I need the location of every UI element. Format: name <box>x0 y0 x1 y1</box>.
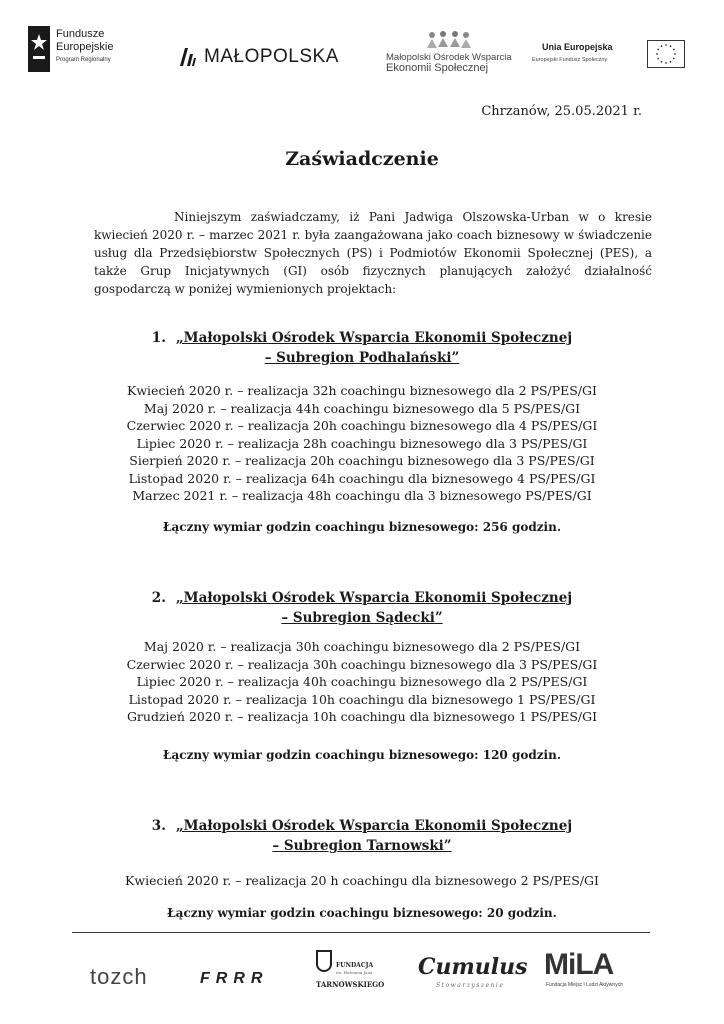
ue-logo-line2: Europejski Fundusz Społeczny <box>532 57 608 63</box>
list-item: Grudzień 2020 r. – realizacja 10h coachingu dla biznesowego 1 PS/PES/GI <box>126 709 598 724</box>
cumulus-logo <box>418 954 528 994</box>
crest-icon <box>316 950 332 972</box>
project-1-title-line1: „Małopolski Ośrodek Wsparcia Ekonomii Społecznej <box>175 330 573 346</box>
malopolska-logo <box>178 44 353 70</box>
project-2-title-line1: „Małopolski Ośrodek Wsparcia Ekonomii Społecznej <box>175 590 573 606</box>
project-3-heading <box>0 816 724 856</box>
intro-paragraph <box>94 208 652 298</box>
list-item: Marzec 2021 r. – realizacja 48h coachingu dla 3 biznesowego PS/PES/GI <box>132 488 592 503</box>
fe-logo-line2: Europejskie <box>56 41 114 53</box>
list-item: Kwiecień 2020 r. – realizacja 32h coachingu biznesowego dla 2 PS/PES/GI <box>127 383 597 398</box>
cumulus-logo-line2: Stowarzyszenie <box>436 982 505 989</box>
project-2-heading <box>0 588 724 628</box>
list-item: Sierpień 2020 r. – realizacja 20h coachingu biznesowego dla 3 PS/PES/GI <box>129 453 595 468</box>
people-group-icon <box>424 30 474 54</box>
fjt-logo-line1: FUNDACJA <box>336 962 374 969</box>
list-item: Listopad 2020 r. – realizacja 64h coachingu dla biznesowego 4 PS/PES/GI <box>128 470 596 486</box>
fundacja-tarnowskiego-logo <box>312 950 392 992</box>
list-item: Listopad 2020 r. – realizacja 10h coachingu dla biznesowego 1 PS/PES/GI <box>128 691 596 707</box>
project-3-number: 3. <box>151 818 166 834</box>
fe-star-icon <box>28 26 50 72</box>
tozch-logo: tozch <box>90 964 148 989</box>
project-1-heading <box>0 328 724 368</box>
fe-logo-line1: Fundusze <box>56 28 105 40</box>
project-2-entries <box>0 638 724 726</box>
list-item: Lipiec 2020 r. – realizacja 28h coachingu biznesowego dla 3 PS/PES/GI <box>136 435 588 451</box>
list-item: Czerwiec 2020 r. – realizacja 30h coachingu biznesowego dla 3 PS/PES/GI <box>126 656 598 672</box>
ue-logo-line1: Unia Europejska <box>542 42 613 52</box>
project-3-title-line1: „Małopolski Ośrodek Wsparcia Ekonomii Społecznej <box>175 818 573 834</box>
fjt-logo-line3: TARNOWSKIEGO <box>316 980 385 989</box>
malopolska-mark-icon <box>178 46 198 72</box>
document-date: Chrzanów, 25.05.2021 r. <box>481 104 642 119</box>
header-logos <box>0 0 724 100</box>
fjt-logo-line2: im. Hetmana Jana <box>336 970 373 975</box>
mila-logo-line2: Fundacja Miejsc i Ludzi Aktywnych <box>546 982 623 988</box>
project-2-total: Łączny wymiar godzin coachingu biznesowego: 120 godzin. <box>162 748 561 762</box>
list-item: Czerwiec 2020 r. – realizacja 20h coachingu biznesowego dla 4 PS/PES/GI <box>126 418 598 433</box>
project-2-number: 2. <box>151 590 166 606</box>
project-1-title-line2: – Subregion Podhalański” <box>264 350 460 366</box>
malopolska-logo-text: MAŁOPOLSKA <box>204 46 339 67</box>
project-3-entries <box>0 872 724 890</box>
frrr-logo: FRRR <box>200 970 269 987</box>
project-3-total: Łączny wymiar godzin coachingu biznesowego: 20 godzin. <box>167 906 557 920</box>
fundusze-europejskie-logo <box>28 26 158 76</box>
project-3-title-line2: – Subregion Tarnowski” <box>272 838 452 854</box>
list-item: Maj 2020 r. – realizacja 44h coachingu biznesowego dla 5 PS/PES/GI <box>143 400 581 416</box>
project-2-title-line2: – Subregion Sądecki” <box>281 610 443 626</box>
eu-flag-icon <box>647 40 685 68</box>
list-item: Maj 2020 r. – realizacja 30h coachingu biznesowego dla 2 PS/PES/GI <box>143 639 581 654</box>
mowes-logo <box>386 30 526 78</box>
unia-europejska-logo <box>532 40 692 70</box>
project-1-total: Łączny wymiar godzin coachingu biznesowego: 256 godzin. <box>162 520 561 534</box>
cumulus-logo-line1: Cumulus <box>418 954 528 980</box>
mila-logo-line1: MiLA <box>544 948 614 981</box>
list-item: Lipiec 2020 r. – realizacja 40h coachingu biznesowego dla 2 PS/PES/GI <box>136 674 588 689</box>
intro-text: Niniejszym zaświadczamy, iż Pani Jadwiga Olszowska-Urban w o kresie kwiecień 2020 r. – marzec 2021 r. była zaangażowana jako coach biznesowy w świadczenie usług dla Przedsiębiorstw Społecznych (PS) i Podmiotów Ekonomii Społecznej (PES), a także Grup Inicjatywnych (GI) osób fizycznych planujących założyć działalność gospodarczą w poniżej wymienionych projektach: <box>94 210 652 296</box>
mowes-logo-line1: Małopolski Ośrodek Wsparcia <box>386 52 512 63</box>
project-1-entries <box>0 382 724 505</box>
footer-divider <box>72 932 650 933</box>
fe-logo-line3: Program Regionalny <box>56 57 111 63</box>
mowes-logo-line2: Ekonomii Społecznej <box>386 62 489 74</box>
list-item: Kwiecień 2020 r. – realizacja 20 h coachingu dla biznesowego 2 PS/PES/GI <box>125 873 599 888</box>
document-title: Zaświadczenie <box>285 148 439 170</box>
mila-logo <box>544 948 654 994</box>
project-1-number: 1. <box>151 330 166 346</box>
